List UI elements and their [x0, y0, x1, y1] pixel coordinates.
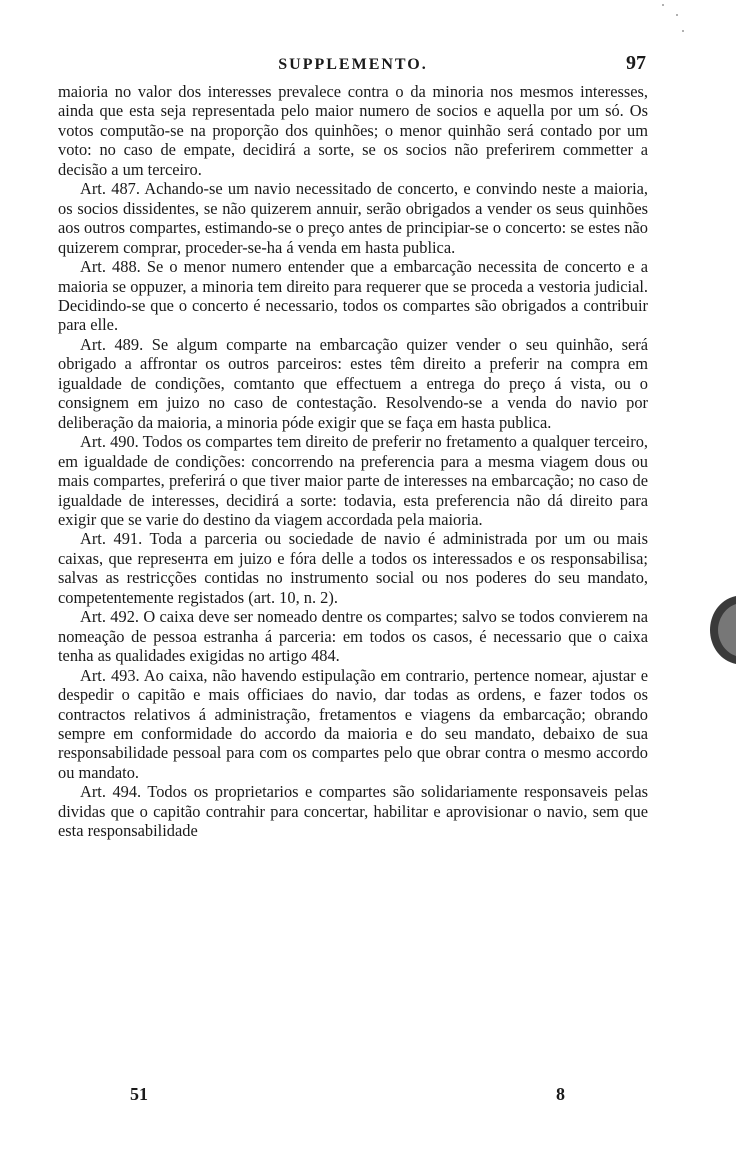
signature-mark: 51 — [130, 1084, 148, 1104]
book-page — [58, 48, 648, 1108]
paragraph-art-494: Art. 494. Todos os proprietarios e compartes são solidariamente responsaveis pelas dividas que o capitão contrahir para concertar, habilitar e aprovisionar o navio, sem que esta responsabilidade — [58, 782, 648, 841]
paper-speck — [682, 30, 684, 32]
running-title: SUPPLEMENTO. — [278, 56, 428, 73]
page-number: 97 — [626, 52, 646, 74]
paragraph-art-489: Art. 489. Se algum comparte na embarcação quizer vender o seu quinhão, será obrigado a affrontar os outros parceiros: estes têm direito a preferir na compra em igualdade de condições, comtanto que effectuem a entrega do preço á vista, ou o consignem em juizo no caso de contestação. Resolvendo-se a venda do navio por deliberação da maioria, a minoria póde exigir que se faça em hasta publica. — [58, 334, 648, 432]
paragraph-art-492: Art. 492. O caixa deve ser nomeado dentre os compartes; salvo se todos convierem na nomeação de pessoa estranha á parceria: em todos os casos, é necessario que o caixa tenha as qualidades exigidas no artigo 484. — [58, 607, 648, 666]
sheet-mark: 8 — [556, 1084, 565, 1104]
paragraph-art-488: Art. 488. Se o menor numero entender que a embarcação necessita de concerto e a maioria se oppuzer, a minoria tem direito para requerer que se proceda a vestoria judicial. Decidindo-se que o concerto é necessario, todos os compartes são obrigados a contribuir para elle. — [58, 257, 648, 335]
binding-clip-icon — [702, 590, 736, 670]
paragraph-art-490: Art. 490. Todos os compartes tem direito de preferir no fretamento a qualquer terceiro, em igualdade de condições: concorrendo na preferencia para a mesma viagem dous ou mais compartes, preferirá o que tiver maior parte de interesses na embarcação; no caso de igualdade de interesses, decidirá a sorte: todavia, esta preferencia não dá direito para exigir que se varie do destino da viagem accordada pela maioria. — [58, 432, 648, 529]
body-text — [58, 82, 648, 841]
paper-speck — [662, 4, 664, 6]
paragraph-art-491: Art. 491. Toda a parceria ou sociedade de navio é administrada por um ou mais caixas, que represента em juizo e fóra delle a todos os interessados e os responsabilisa; salvas as restricções contidas no instrumento social ou nos poderes do seu mandato, competentemente registados (art. 10, n. 2). — [58, 529, 648, 607]
paper-speck — [676, 14, 678, 16]
paragraph-art-487: Art. 487. Achando-se um navio necessitado de concerto, e convindo neste a maioria, os socios dissidentes, se não quizerem annuir, serão obrigados a vender os seus quinhões aos outros compartes, estimando-se o preço antes de principiar-se o concerto: se estes não quizerem comprar, proceder-se-ha á venda em hasta publica. — [58, 179, 648, 257]
paragraph-art-493: Art. 493. Ao caixa, não havendo estipulação em contrario, pertence nomear, ajustar e despedir o capitão e mais officiaes do navio, dar todas as ordens, e fazer todos os contractos relativos á administração, fretamentos e viagens da embarcação; obrando sempre em conformidade do accordo da maioria e do seu mandato, debaixo de sua responsabilidade pessoal para com os compartes pelo que obrar contra o mesmo accordo ou mandato. — [58, 665, 648, 782]
page-header — [58, 48, 648, 80]
page-footer — [58, 1084, 648, 1108]
paragraph-continuation: maioria no valor dos interesses prevalece contra o da minoria nos mesmos interesses, ainda que esta seja representada pelo maior numero de socios e aquella por um só. Os votos computão-se na proporção dos quinhões; o menor quinhão será contado por um voto: no caso de empate, decidirá a sorte, se os socios não preferirem commetter a decisão a um terceiro. — [58, 82, 648, 179]
